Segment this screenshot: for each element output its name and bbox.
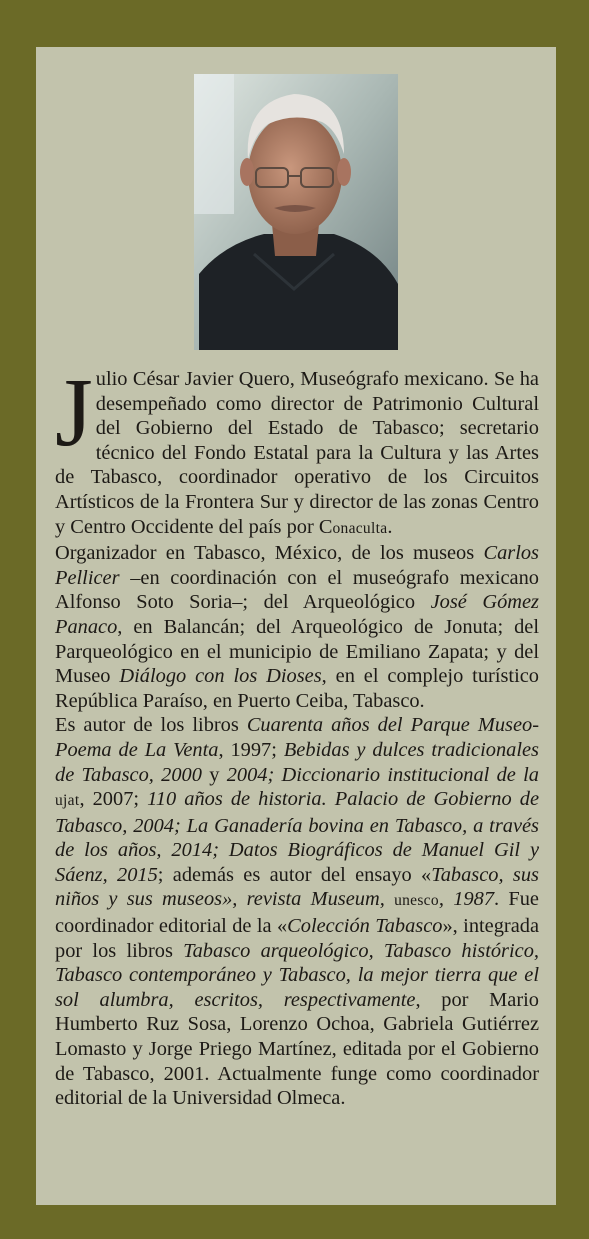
text-run: –en coordinación con el museógrafo mexicano Alfonso Soto Soria–; del Arqueológico (55, 566, 539, 614)
drop-cap: J (55, 359, 93, 466)
text-run: . Fue coordinador editorial de la « (55, 888, 539, 938)
text-run: Diálogo con los Dioses (119, 665, 322, 688)
text-run: », integrada por los libros (55, 915, 540, 962)
text-run: y (201, 763, 227, 786)
text-run: Organizador en Tabasco, México, de los museos (55, 542, 484, 565)
text-run: , 2007; (79, 788, 148, 811)
text-run: ujat (55, 792, 80, 810)
text-run: , 1987 (438, 888, 495, 911)
text-run: , en Balancán; del Arqueológico de Jonuta; del Parqueológico en el municipio de Emiliano Zapata; y del Museo (55, 615, 539, 688)
text-run: , 1997; (218, 738, 284, 761)
bio-paragraph-3 (55, 713, 539, 1111)
text-run: Cuarenta años del Parque Museo-Poema de La Venta (55, 714, 539, 761)
author-photo (194, 74, 398, 350)
text-run: Tabasco, sus niños y sus museos», revista Museum, (55, 863, 539, 911)
bio-paragraph-1 (55, 359, 539, 541)
text-run: onaculta (332, 519, 388, 537)
text-run: 2004; Diccionario institucional de la (226, 763, 540, 786)
text-run: ; además es autor del ensayo « (157, 863, 432, 886)
text-run: , por Mario Humberto Ruz Sosa, Lorenzo Ochoa, Gabriela Gutiérrez Lomasto y Jorge Priego Martínez, editada por el Gobierno de Tabasco, 2001. Actualmente funge como coordinador editorial de la Universidad Olmeca. (55, 988, 539, 1110)
text-run: ulio César Javier Quero, Museógrafo mexicano. Se ha desempeñado como director de Patrimonio Cultural del Gobierno del Estado de Tabasco; secretario técnico del Fondo Estatal para la Cultura y las Artes de Tabasco, coordinador operativo de los Circuitos Artísticos de la Frontera Sur y director de las zonas Centro y Centro Occidente del país por C (55, 368, 539, 538)
text-run: . (387, 515, 393, 538)
text-run: Tabasco arqueológico, Tabasco histórico, Tabasco contemporáneo y Tabasco, la mejor tierra que el sol alumbra, escritos, respectivamente (55, 939, 539, 1011)
text-run: Carlos Pellicer (55, 542, 539, 589)
text-run: José Gómez Panaco (55, 591, 539, 638)
text-run: Bebidas y dulces tradicionales de Tabasco, 2000 (55, 738, 539, 786)
bio-paragraph-2 (55, 541, 539, 713)
author-bio (55, 359, 540, 1111)
bio-panel (36, 47, 556, 1205)
text-run: , en el complejo turístico República Paraíso, en Puerto Ceiba, Tabasco. (55, 665, 540, 712)
text-run: 110 años de historia. Palacio de Gobierno de Tabasco, 2004; La Ganadería bovina en Tabasco, a través de los años, 2014; Datos Biográficos de Manuel Gil y Sáenz, 2015 (55, 788, 539, 886)
text-run: Colección Tabasco (287, 915, 443, 938)
text-run: unesco (394, 892, 439, 910)
text-run: Es autor de los libros (55, 714, 247, 737)
